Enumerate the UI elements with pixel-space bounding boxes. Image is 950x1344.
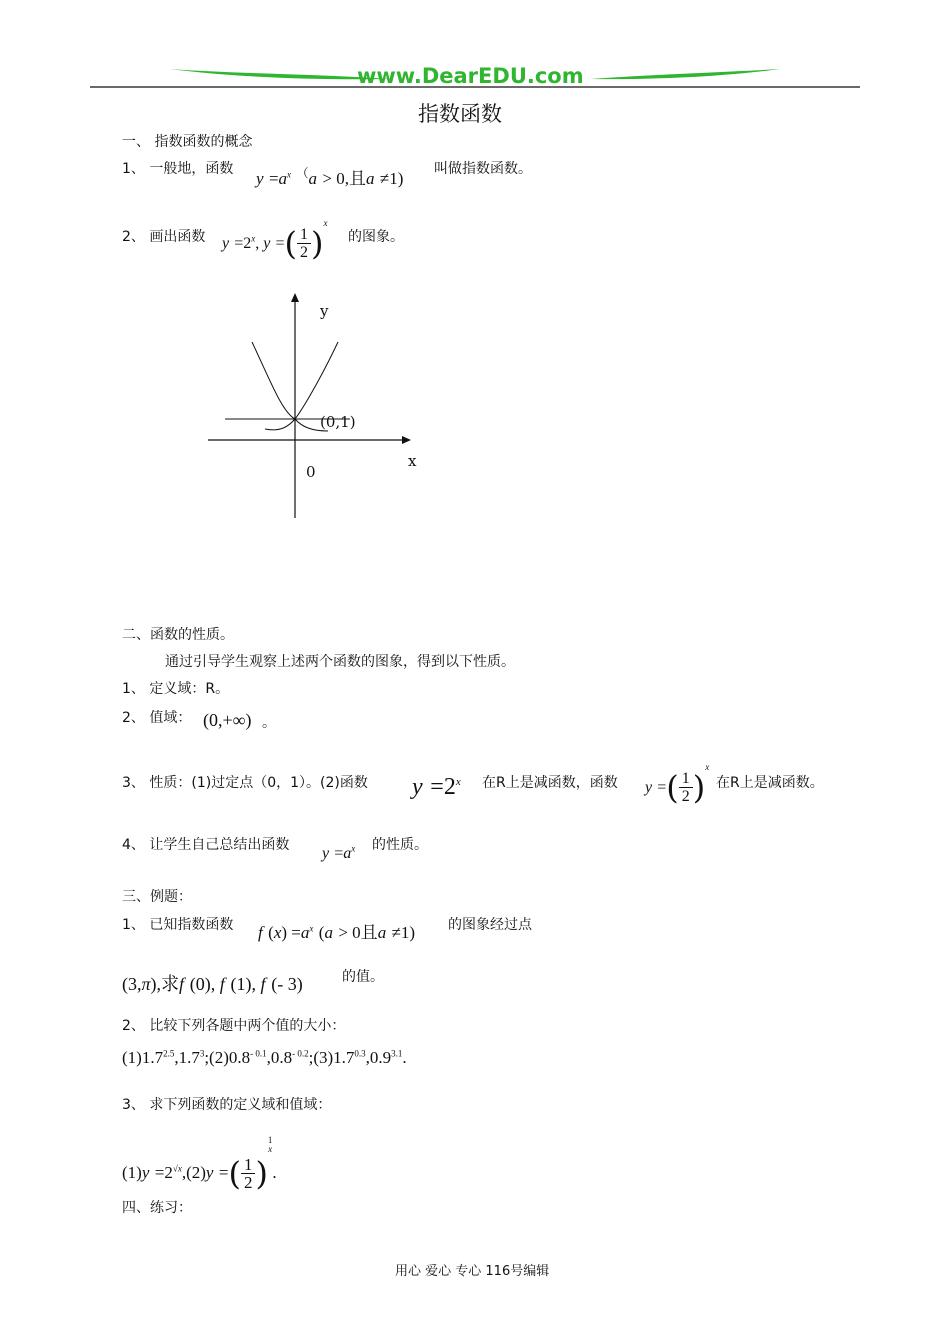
property2-prefix: 2、 值域： <box>122 710 192 726</box>
example1-line2-suffix: 的值。 <box>342 969 384 985</box>
example1-formula: f $(x) =a^x$ (a > 0且a ≠1) <box>258 923 416 942</box>
property4-suffix: 的性质。 <box>372 837 428 853</box>
page-footer: 用心 爱心 专心 116号编辑 <box>395 1264 550 1279</box>
x-arrow <box>402 436 411 444</box>
example1-line2: (3,π),求f (0), f (1), f (- 3) <box>122 974 303 994</box>
item2-suffix: 的图象。 <box>348 229 404 245</box>
y-arrow <box>291 293 299 302</box>
example2-formula: $(1)1.7^{2.5},1.7^3;(2)0.8^{- 0.1},0.8^{- 0.2};(3)1.7^{0.3},0.9^{3.1}$. <box>122 1048 407 1067</box>
property2-suffix: 。 <box>262 715 276 731</box>
graph-y-label: y <box>320 302 329 320</box>
item2-formula: $y =2^x$, y =( $\frac{1}{2}$ )$^x$ <box>222 218 328 263</box>
item1-formula: $y =a^x$ （a > 0,且a ≠1) <box>256 166 404 188</box>
property3-formula1: $y =2^x$ <box>412 774 461 800</box>
graph-point-label: (0,1) <box>320 413 356 431</box>
section3-heading: 三、例题： <box>122 889 192 905</box>
exponential-graph <box>200 290 430 525</box>
example2-heading: 2、 比较下列各题中两个值的大小： <box>122 1018 346 1034</box>
property1: 1、 定义域：R。 <box>122 681 230 697</box>
graph-x-label: x <box>408 452 417 470</box>
section2-intro: 通过引导学生观察上述两个函数的图象，得到以下性质。 <box>165 654 515 670</box>
property3-middle: 在R上是减函数，函数 <box>482 775 618 791</box>
property3-prefix: 3、 性质：(1)过定点（0，1）。(2)函数 <box>122 775 368 791</box>
example1-prefix: 1、 已知指数函数 <box>122 917 234 933</box>
property3-suffix: 在R上是减函数。 <box>716 775 824 791</box>
example3-formula: $(1)y =2^{√x},(2)y$ =( $\frac{1}{2}$ )$^{1 x}$. <box>122 1135 277 1193</box>
item1-suffix: 叫做指数函数。 <box>434 161 532 177</box>
curve-lower <box>265 419 328 431</box>
page-title: 指数函数 <box>418 102 502 126</box>
graph-origin-label: 0 <box>306 463 316 481</box>
property4-formula: $y =a^x$ <box>322 843 356 862</box>
site-logo: www.DearEDU.com <box>357 64 584 88</box>
property4-prefix: 4、 让学生自己总结出函数 <box>122 837 290 853</box>
section4-heading: 四、练习： <box>122 1200 192 1216</box>
property3-formula2: y =( $\frac{1}{2}$ )$^x$ <box>645 762 710 807</box>
section2-heading: 二、函数的性质。 <box>122 627 234 643</box>
example1-suffix: 的图象经过点 <box>448 917 532 933</box>
right-swoosh <box>590 69 780 79</box>
item2-prefix: 2、 画出函数 <box>122 229 206 245</box>
property2-range: (0,+∞) <box>203 710 252 730</box>
section1-heading: 一、 指数函数的概念 <box>122 134 253 150</box>
example3-heading: 3、 求下列函数的定义域和值域： <box>122 1097 332 1113</box>
item1-text: 1、 一般地，函数 <box>122 161 234 177</box>
